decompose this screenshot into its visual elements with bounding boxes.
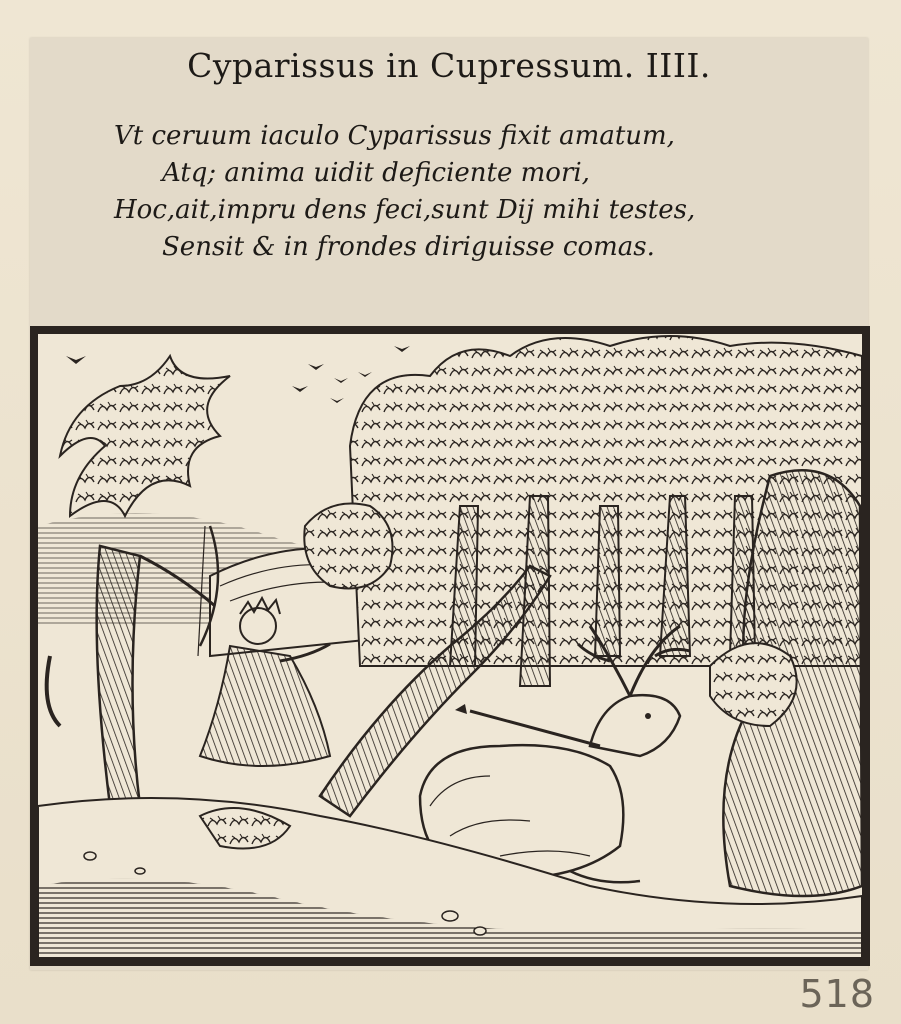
verse-line: Atq; anima uidit deficiente mori, [162, 158, 590, 188]
woodcut-scene [30, 326, 870, 966]
woodcut-illustration [30, 326, 870, 966]
verse-line: Vt ceruum iaculo Cyparissus fixit amatum, [114, 121, 675, 151]
bush [304, 504, 392, 589]
verse-line: Hoc,ait,impru dens feci,sunt Dij mihi testes, [114, 195, 696, 225]
inventory-number: 518 [799, 972, 875, 1016]
verse-line: Sensit & in frondes diriguisse comas. [162, 232, 655, 262]
page-title: Cyparissus in Cupressum. IIII. [187, 46, 711, 85]
